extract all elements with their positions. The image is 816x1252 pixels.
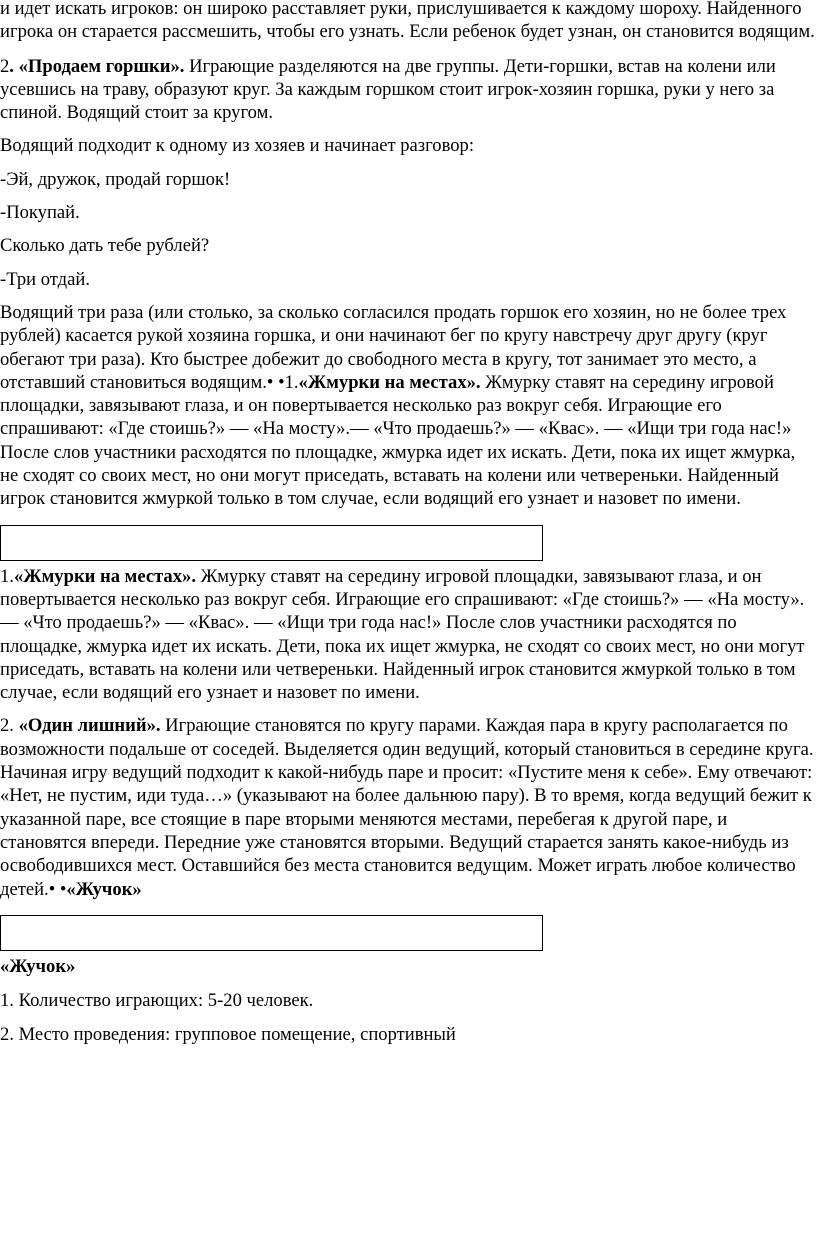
game-title-beetle: «Жучок»: [0, 955, 76, 977]
dialogue-line-3: Сколько дать тебе рублей?: [0, 235, 210, 257]
bullet-icons: • •: [48, 878, 67, 900]
game-title-blindman: «Жмурки на местах».: [13, 565, 196, 587]
paragraph-game-odd-one: [0, 714, 816, 900]
game-title-odd-one: «Один лишний».: [18, 715, 161, 737]
paragraph-dialogue-start: Водящий подходит к одному из хозяев и начинает разговор:: [0, 135, 475, 157]
bullet-icons: • •: [266, 371, 285, 393]
game-description: Играющие разделяются на две группы. Дети-горшки, встав на колени или усевшись на траву, образуют круг. За каждым горшком стоит игрок-хозяин горшка, руки у него за спиной. Водящий стоит за кругом.: [0, 55, 776, 124]
empty-frame: [0, 525, 543, 561]
game-number: 1.: [284, 371, 299, 393]
game-title-pots: . «Продаем горшки».: [9, 55, 185, 77]
game-description: Жмурку ставят на середину игровой площадки, завязывают глаза, и он повертывается несколько раз вокруг себя. Играющие его спрашивают: «Где стоишь?» — «На мосту».— «Что продаешь?» — «Квас». — «Ищи три года нас!» После слов участники расходятся по площадке, жмурка идет их искать. Дети, пока их ищет жмурка, не сходят со своих мест, но они могут приседать, вставать на колени или четвереньки. Найденный игрок становится жмуркой только в том случае, если водящий его узнает и назовет по имени.: [0, 371, 796, 510]
game-title-blindman: «Жмурки на местах».: [298, 371, 481, 393]
dialogue-line-1: -Эй, дружок, продай горшок!: [0, 168, 231, 190]
game-description: Играющие становятся по кругу парами. Каждая пара в кругу располагается по возможности подальше от соседей. Выделяется один ведущий, который становиться в середине круга. Начиная игру ведущий подходит к какой-нибудь паре и просит: «Пустите меня к себе». Ему отвечают: «Нет, не пустим, иди туда…» (указывают на более дальнюю пару). В то время, когда ведущий бежит к указанной паре, все стоящие в паре вторыми меняются местами, перебегая к другой паре, и становятся впереди. Передние уже становятся вторыми. Ведущий старается занять какое-нибудь из освободившихся мест. Оставшийся без места становится ведущим. Может играть любое количество детей.: [0, 715, 814, 900]
paragraph-players-count: 1. Количество играющих: 5-20 человек.: [0, 990, 314, 1012]
paragraph-game-blindman: [0, 565, 816, 705]
game-number: 2.: [0, 715, 19, 737]
paragraph-game-pots: [0, 55, 816, 125]
game-title-beetle: «Жучок»: [66, 878, 142, 900]
paragraph-intro: и идет искать игроков: он широко расставляет руки, прислушивается к каждому шороху. Найденного игрока он старается рассмешить, чтобы его узнать. Если ребенок будет узнан, он становится водящим.: [0, 0, 815, 43]
paragraph-venue: 2. Место проведения: групповое помещение, спортивный: [0, 1024, 456, 1046]
paragraph-pots-rules: [0, 301, 816, 511]
game-description: Жмурку ставят на середину игровой площадки, завязывают глаза, и он повертывается несколько раз вокруг себя. Играющие его спрашивают: «Где стоишь?» — «На мосту».— «Что продаешь?» — «Квас». — «Ищи три года нас!» После слов участники расходятся по площадке, жмурка идет их искать. Дети, пока их ищет жмурка, не сходят со своих мест, но они могут приседать, вставать на колени или четвереньки. Найденный игрок становится жмуркой только в том случае, если водящий его узнает и назовет по имени.: [0, 565, 805, 704]
dialogue-line-2: -Покупай.: [0, 202, 80, 224]
empty-frame: [0, 915, 543, 951]
dialogue-line-4: -Три отдай.: [0, 268, 90, 290]
heading-beetle: [0, 955, 816, 978]
game-number: 2: [0, 55, 10, 77]
rules-text: Водящий три раза (или столько, за сколько согласился продать горшок его хозяин, но не более трех рублей) касается рукой хозяина горшка, и они начинают бег по кругу навстречу друг другу (круг обегают три раза). Кто быстрее добежит до свободного места в кругу, тот занимает это место, а отставший становиться водящим.: [0, 301, 787, 393]
game-number: 1.: [0, 565, 14, 587]
